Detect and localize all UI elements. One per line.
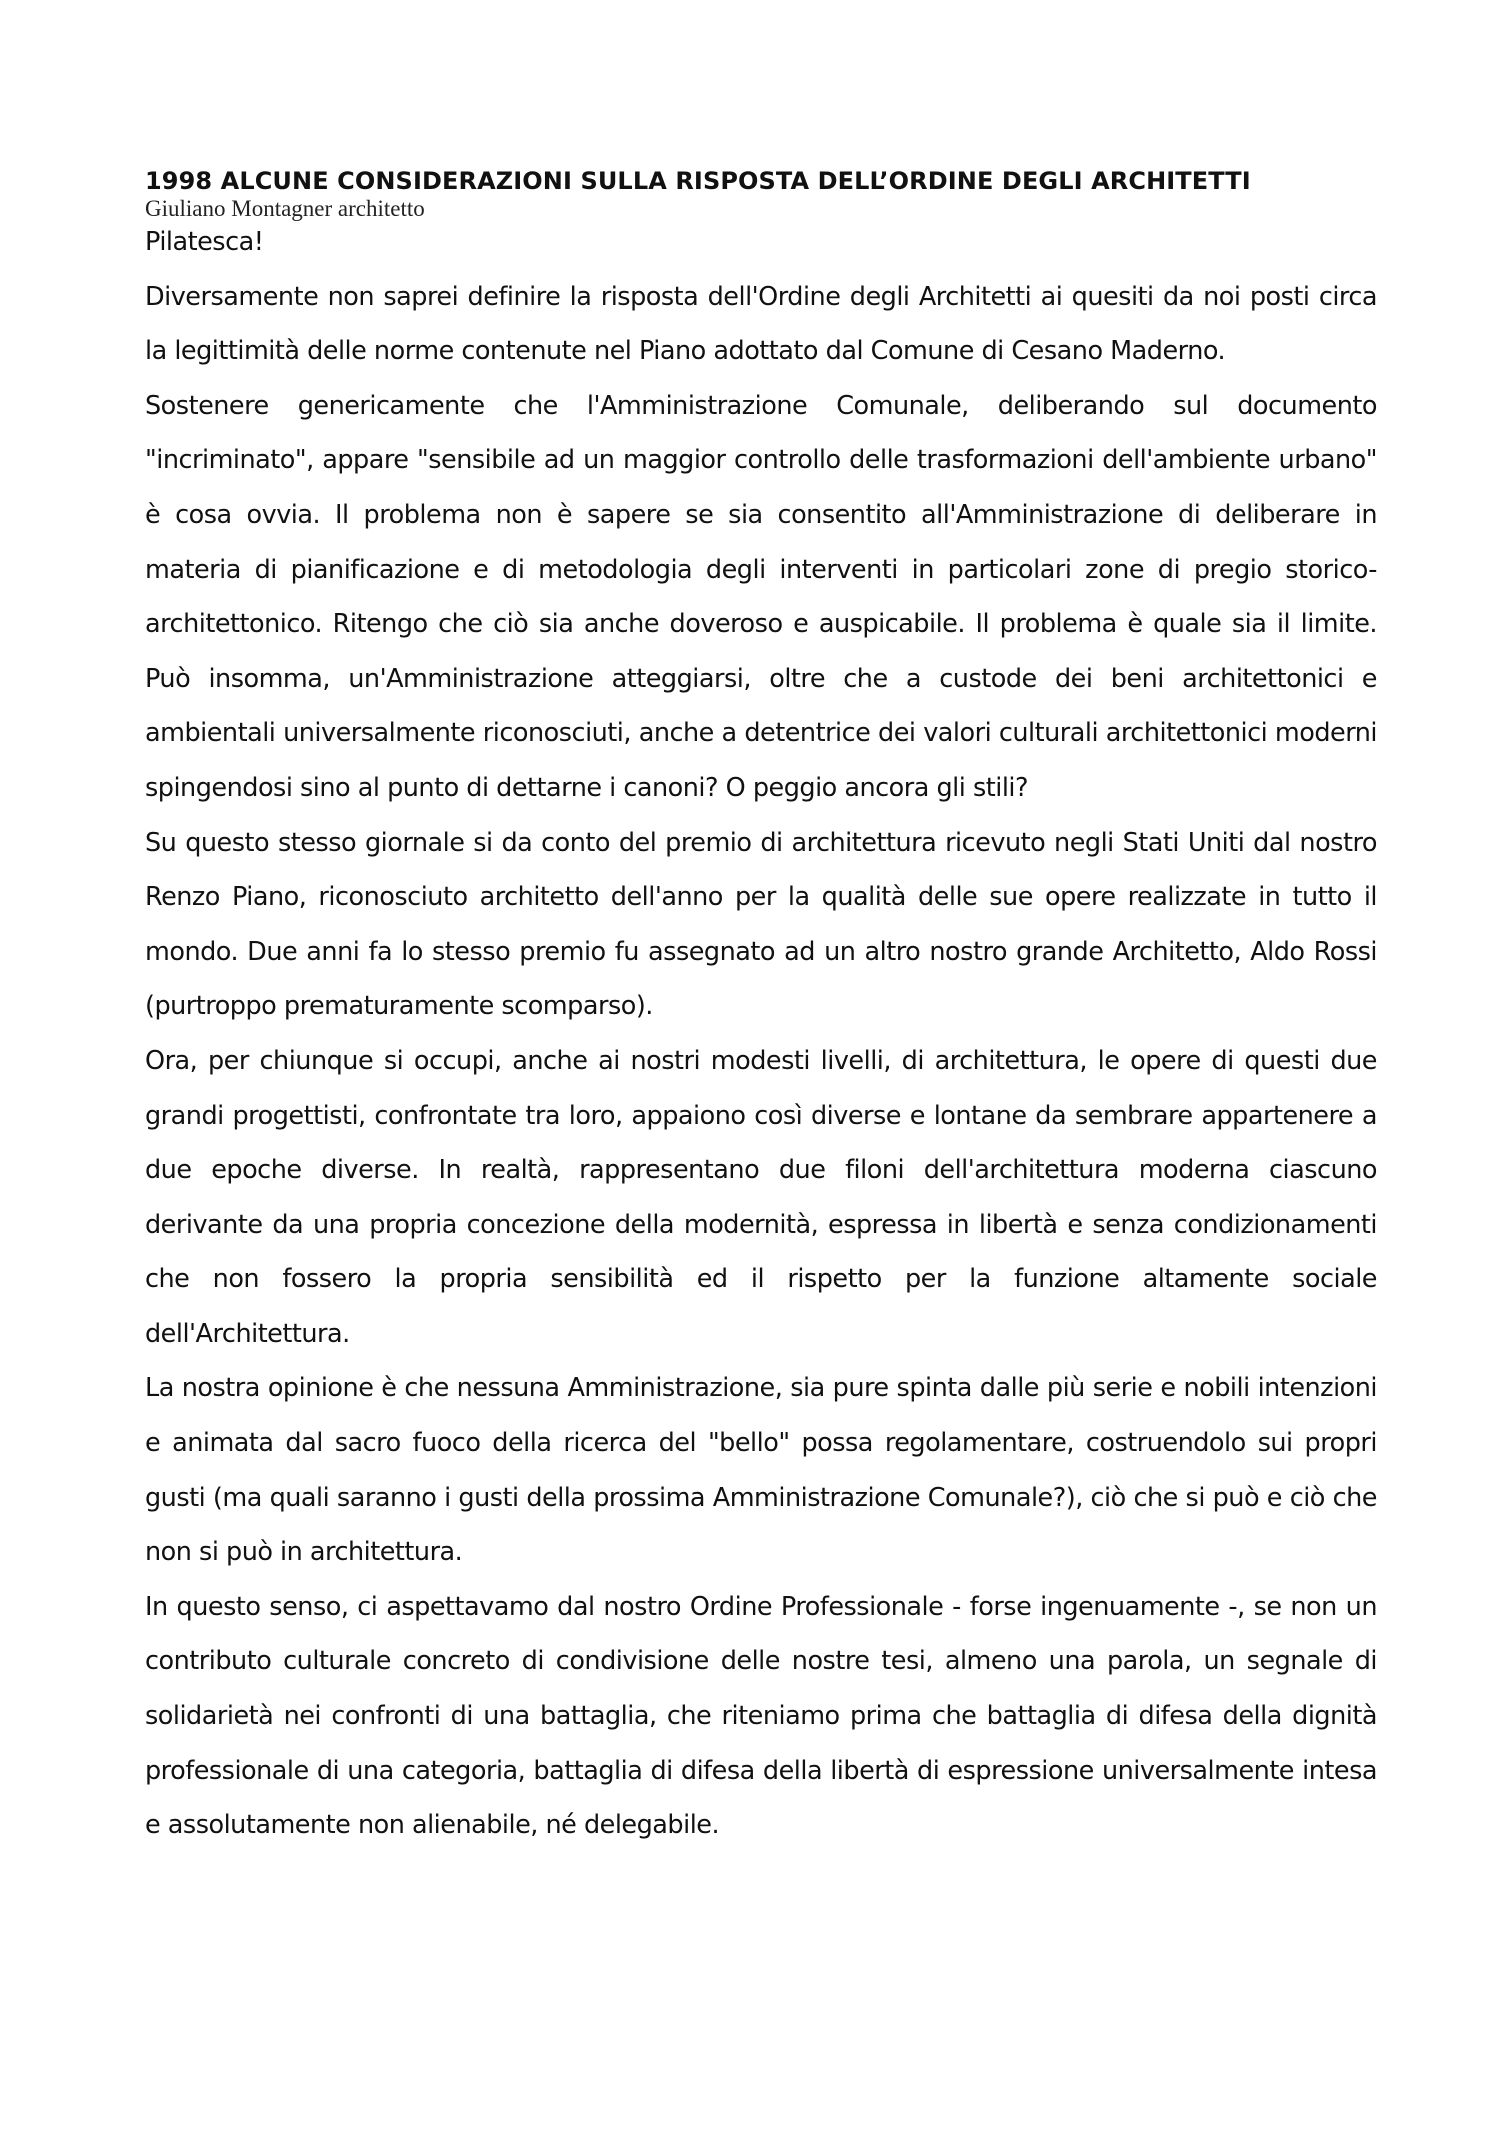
paragraph-problem: Sostenere genericamente che l'Amministrazione Comunale, deliberando sul documento "incriminato", appare "sensibile ad un maggior controllo delle trasformazioni dell'ambiente urbano" è cosa ovvia. Il problema non è sapere se sia consentito all'Amministrazione di deliberare in materia di pianificazione e di metodologia degli interventi in particolari zone di pregio storico-architettonico. Ritengo che ciò sia anche doveroso e auspicabile. Il problema è quale sia il limite. Può insomma, un'Amministrazione atteggiarsi, oltre che a custode dei beni architettonici e ambientali universalmente riconosciuti, anche a detentrice dei valori culturali architettonici moderni spingendosi sino al punto di dettarne i canoni? O peggio ancora gli stili? [145, 390, 1377, 803]
paragraph-exclamation: Pilatesca! [145, 227, 264, 257]
paragraph-opinion: La nostra opinione è che nessuna Amministrazione, sia pure spinta dalle più serie e nobili intenzioni e animata dal sacro fuoco della ricerca del "bello" possa regolamentare, costruendolo sui propri gusti (ma quali saranno i gusti della prossima Amministrazione Comunale?), ciò che si può e ciò che non si può in architettura. [145, 1373, 1377, 1568]
document-body [145, 215, 1377, 1853]
paragraph-two-architects: Ora, per chiunque si occupi, anche ai nostri modesti livelli, di architettura, le opere di questi due grandi progettisti, confrontate tra loro, appaiono così diverse e lontane da sembrare appartenere a due epoche diverse. In realtà, rappresentano due filoni dell'architettura moderna ciascuno derivante da una propria concezione della modernità, espressa in libertà e senza condizionamenti che non fossero la propria sensibilità ed il rispetto per la funzione altamente sociale dell'Architettura. [145, 1045, 1377, 1349]
document-header [145, 166, 1385, 222]
paragraph-renzo-piano: Su questo stesso giornale si da conto del premio di architettura ricevuto negli Stati Uniti dal nostro Renzo Piano, riconosciuto architetto dell'anno per la qualità delle sue opere realizzate in tutto il mondo. Due anni fa lo stesso premio fu assegnato ad un altro nostro grande Architetto, Aldo Rossi (purtroppo prematuramente scomparso). [145, 827, 1377, 1022]
paragraph-conclusion: In questo senso, ci aspettavamo dal nostro Ordine Professionale - forse ingenuamente -, se non un contributo culturale concreto di condivisione delle nostre tesi, almeno una parola, un segnale di solidarietà nei confronti di una battaglia, che riteniamo prima che battaglia di difesa della dignità professionale di una categoria, battaglia di difesa della libertà di espressione universalmente intesa e assolutamente non alienabile, né delegabile. [145, 1591, 1377, 1841]
paragraph-intro: Diversamente non saprei definire la risposta dell'Ordine degli Architetti ai quesiti da noi posti circa la legittimità delle norme contenute nel Piano adottato dal Comune di Cesano Maderno. [145, 281, 1377, 367]
document-author: Giuliano Montagner architetto [145, 196, 425, 221]
document-title: 1998 ALCUNE CONSIDERAZIONI SULLA RISPOSTA DELL’ORDINE DEGLI ARCHITETTI [145, 167, 1251, 195]
